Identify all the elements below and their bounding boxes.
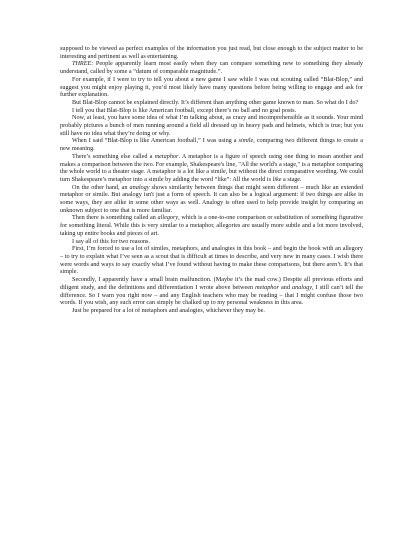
- paragraph-1: [60, 45, 363, 60]
- paragraph-13: [60, 276, 363, 307]
- paragraph-2: [60, 60, 363, 75]
- text-run: But Blat-Blop cannot be explained directly. It’s different than anything other game known to man. So what do I do?: [72, 98, 359, 106]
- term-allegory: allegory: [157, 214, 179, 222]
- text-run: I say all of this for two reasons.: [72, 237, 151, 245]
- term-metaphor: metaphor: [255, 283, 279, 291]
- text-run: For example, if I were to try to tell you about a new game I saw while I was out scouting called “Blat-Blop,” and suggest you might enjoy playing it, you’d most likely have many questions before being willing to engage and ask for further explanation.: [60, 75, 363, 99]
- text-run: , comparing two different things to create a new meaning.: [60, 137, 363, 153]
- text-run: , I still can’t tell the difference. So I warn you right now – and any English teachers who may be reading – that I might confuse those two words. If you wish, any such error can simply be chalked up to my personal weakness in this area.: [60, 283, 364, 307]
- text-run: There’s something else called a: [72, 152, 155, 160]
- term-analogy: analogy: [129, 183, 150, 191]
- paragraph-3: [60, 76, 363, 99]
- text-run: Just be prepared for a lot of metaphors and analogies, whichever they may be.: [72, 306, 265, 314]
- text-run: Now, at least, you have some idea of what I’m talking about, as crazy and incomprehensible as it sounds. Your mind probably pictures a bunch of men running around a field all dressed up in heavy pads and helmets, which is true; but you still have no idea what they’re doing or why.: [60, 114, 363, 137]
- paragraph-11: [60, 238, 363, 246]
- paragraph-5: [60, 107, 363, 115]
- text-run: First, I’m forced to use a lot of similes, metaphors, and analogies in this book – and begin the book with an allegory – to try to explain what I’ve seen as a scout that is difficult at times to describe, and very new in many cases. I wish there were words and ways to say exactly what I’ve found without having to make these comparisons, but there aren’t. It’s that simple.: [60, 245, 363, 276]
- paragraph-8: [60, 153, 363, 184]
- text-run: Secondly, I apparently have a small brain malfunction. (Maybe it’s the mad cow.) Despite all previous efforts and diligent study, and the definitions and differentiation I wrote above between: [60, 276, 363, 291]
- paragraph-4: [60, 99, 363, 107]
- text-run: On the other hand, an: [72, 183, 130, 191]
- text-run: and: [278, 283, 293, 291]
- text-run: supposed to be viewed as perfect examples of the information you just read, but close enough to the subject matter to be interesting and pertinent as well as entertaining.: [60, 45, 363, 60]
- paragraph-9: [60, 184, 363, 215]
- text-run: a stage.: [281, 175, 302, 183]
- text-run: shows similarity between things that might seem different – much like an extended metaphor or simile. But analogy isn't just a form of speech. It can also be a logical argument: if two things are alike in some ways, they are alike in some other ways as well. Analogy is often used to help provide insight by comparing an unknown subject to one that is more familiar.: [60, 183, 364, 214]
- section-label-three: THREE:: [72, 60, 94, 68]
- text-run: When I said “Blat-Blop is like American football,” I was using a: [72, 137, 239, 145]
- paragraph-14: [60, 307, 363, 315]
- paragraph-6: [60, 114, 363, 137]
- paragraph-10: [60, 214, 363, 237]
- text-run: . A metaphor is a figure of speech using one thing to mean another and makes a comparison between the two. For example, Shakespeare's line, "All the world's a stage," is a metaphor comparing the whole world to a theater stage. A metaphor is a lot like a simile, but without the direct comparative wording. We could turn Shakespeare’s metaphor into a simile by adding the word “like”: All the world is: [60, 152, 363, 183]
- text-run: , which is a one-to-one comparison or substitution of something figurative for something literal. While this is very similar to a metaphor, allegories are usually more subtle and a lot more involved, taking up entire books and pieces of art.: [60, 214, 363, 237]
- term-metaphor: metaphor: [154, 152, 179, 160]
- paragraph-12: [60, 245, 363, 276]
- text-run: People apparently learn most easily when they can compare something new to something they already understand, called by some a “datum of comparable magnitude.”.: [60, 60, 363, 76]
- term-analogy: analogy: [292, 283, 312, 291]
- term-simile: simile: [238, 137, 254, 145]
- text-run: Then there is something called an: [72, 214, 158, 222]
- text-run: I tell you that Blat-Blop is like American football, except there’s no ball and no goal posts.: [72, 106, 297, 114]
- term-like: like: [272, 175, 282, 183]
- paragraph-7: [60, 137, 363, 152]
